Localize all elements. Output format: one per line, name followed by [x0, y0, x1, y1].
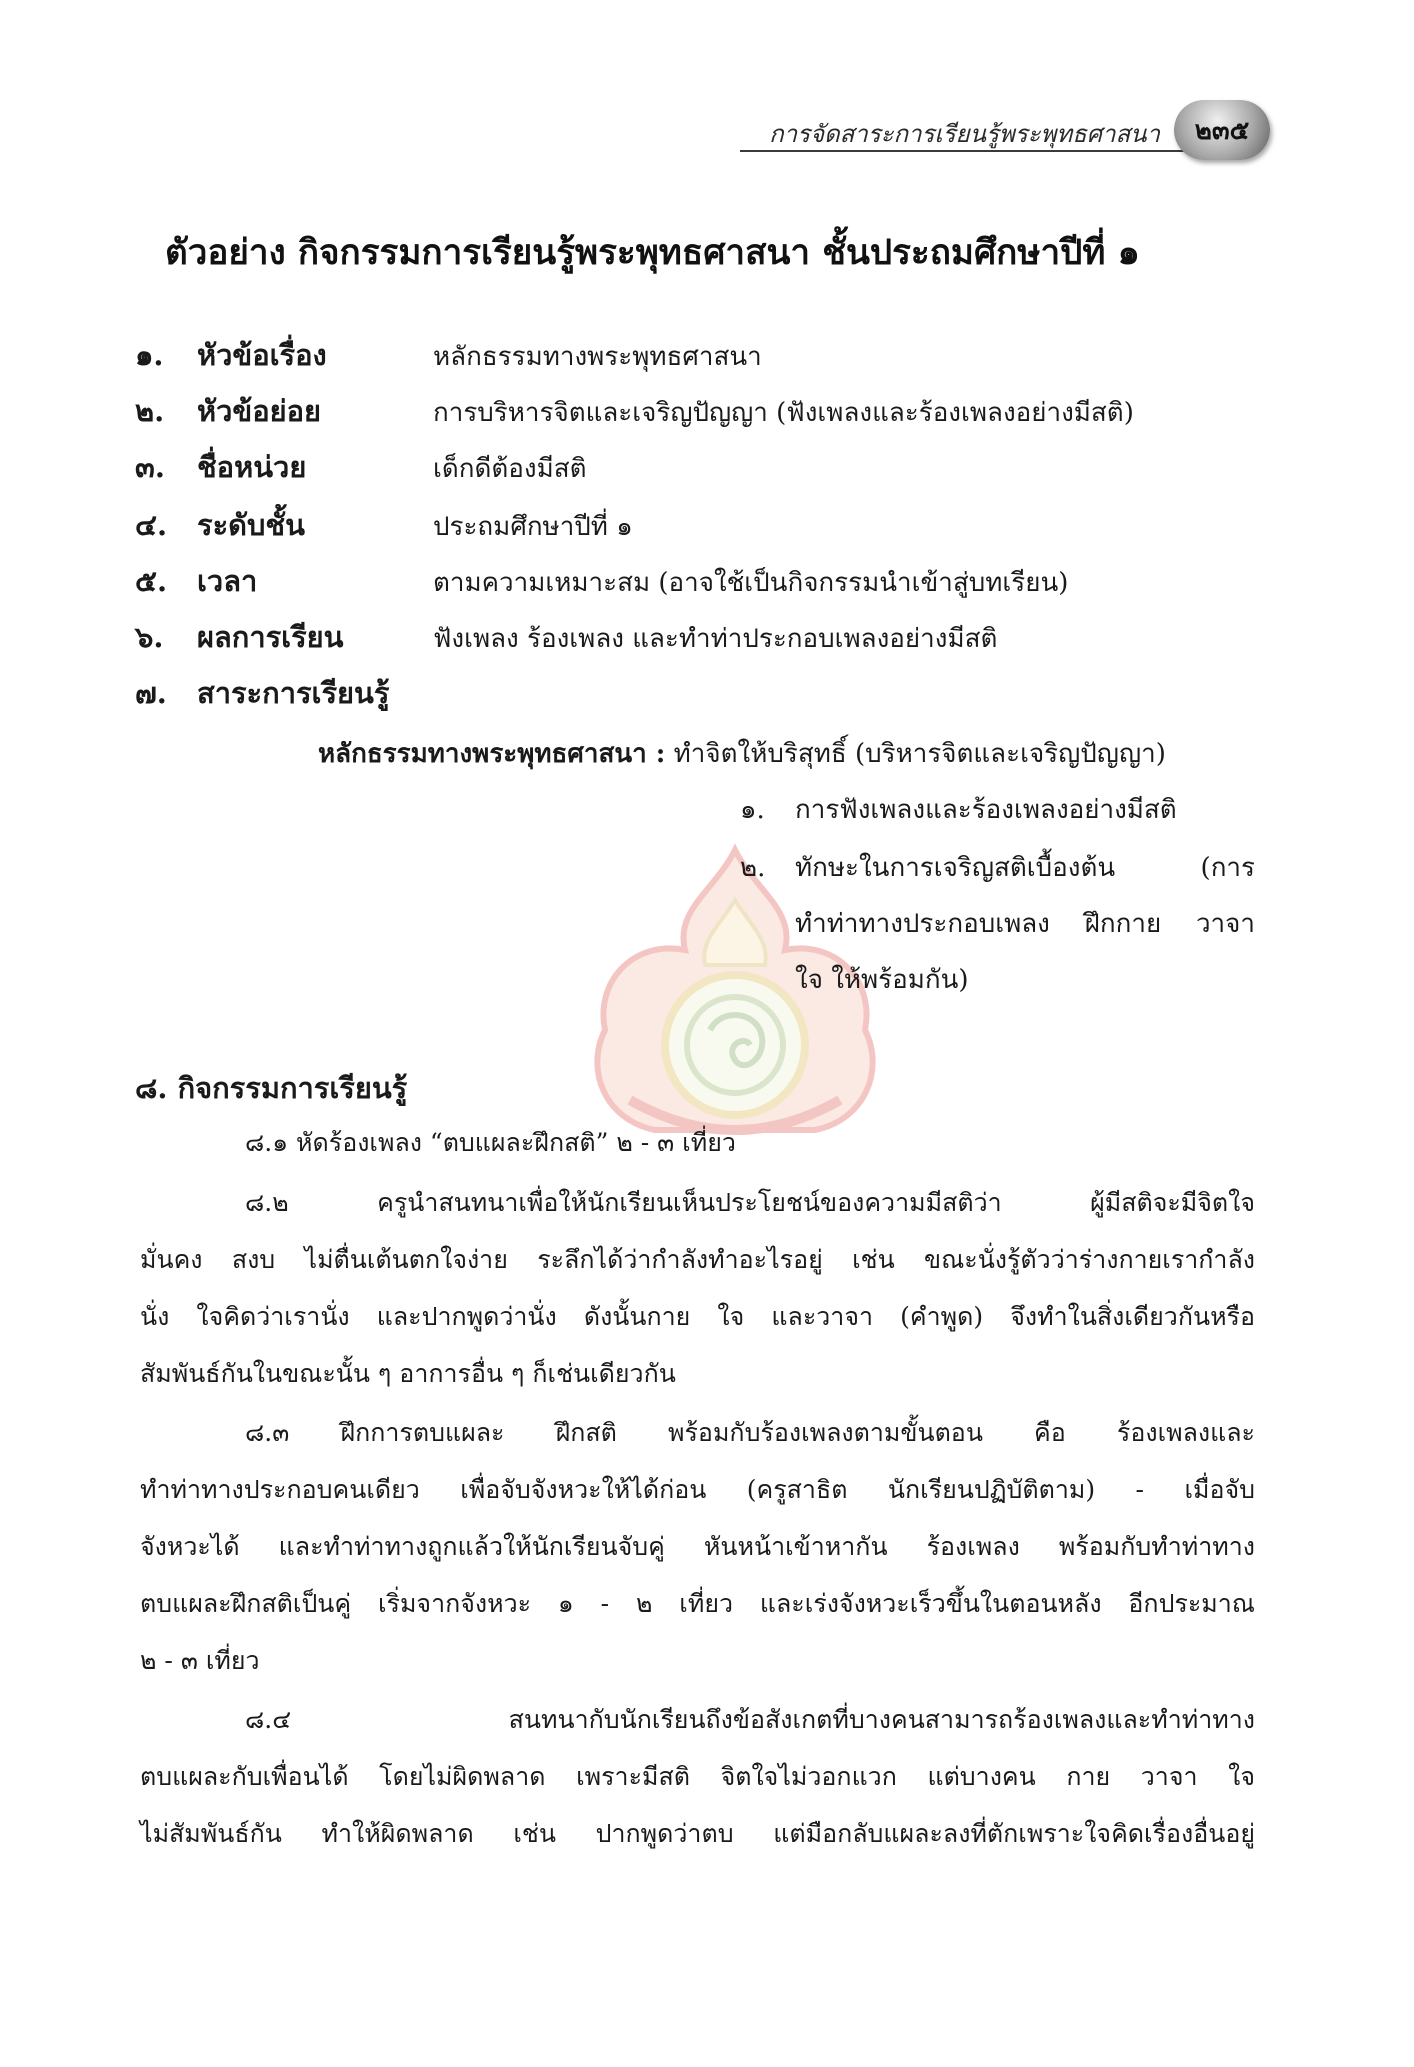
info-value: ตามความเหมาะสม (อาจใช้เป็นกิจกรรมนำเข้าสู่บทเรียน)	[433, 568, 1069, 598]
paragraph-line: ๒ - ๓ เที่ยว	[140, 1646, 260, 1675]
info-label: สาระการเรียนรู้	[197, 676, 390, 710]
info-number: ๓.	[135, 450, 165, 484]
info-label: ผลการเรียน	[197, 620, 344, 654]
info-row	[135, 614, 1295, 664]
content-item-line: ทักษะในการเจริญสติเบื้องต้น (การ	[795, 853, 1255, 883]
info-label: หัวข้อย่อย	[197, 394, 322, 428]
page-number-badge: ๒๓๕	[1174, 100, 1270, 160]
info-row	[135, 332, 1295, 382]
info-value: ฟังเพลง ร้องเพลง และทำท่าประกอบเพลงอย่างมีสติ	[433, 624, 998, 654]
info-number: ๖.	[135, 620, 164, 654]
info-label: ชื่อหน่วย	[197, 450, 307, 484]
paragraph-line: ตบแผละฝึกสติเป็นคู่ เริ่มจากจังหวะ ๑ - ๒ เที่ยว และเร่งจังหวะเร็วขึ้นในตอนหลัง อีกประมาณ	[140, 1589, 1255, 1618]
paragraph-line: ไม่สัมพันธ์กัน ทำให้ผิดพลาด เช่น ปากพูดว่าตบ แต่มือกลับแผละลงที่ตักเพราะใจคิดเรื่องอื่นอยู่	[140, 1819, 1255, 1848]
info-row	[135, 670, 1295, 720]
content-value: ทำจิตให้บริสุทธิ์ (บริหารจิตและเจริญปัญญา)	[673, 739, 1166, 769]
paragraph-line: ๘.๔ สนทนากับนักเรียนถึงข้อสังเกตที่บางคนสามารถร้องเพลงและทำท่าทาง	[245, 1705, 1255, 1734]
info-label: เวลา	[197, 564, 258, 598]
info-number: ๒.	[135, 394, 165, 428]
paragraph-line: ทำท่าทางประกอบคนเดียว เพื่อจับจังหวะให้ได้ก่อน (ครูสาธิต นักเรียนปฏิบัติตาม) - เมื่อจับ	[140, 1475, 1255, 1504]
content-item-line: การฟังเพลงและร้องเพลงอย่างมีสติ	[795, 795, 1177, 825]
paragraph-line: จังหวะได้ และทำท่าทางถูกแล้วให้นักเรียนจับคู่ หันหน้าเข้าหากัน ร้องเพลง พร้อมกับทำท่าทาง	[140, 1532, 1255, 1561]
info-label: หัวข้อเรื่อง	[197, 338, 327, 372]
content-item-number: ๑.	[740, 795, 765, 825]
info-label: ระดับชั้น	[197, 508, 305, 542]
paragraph-line: ตบแผละกับเพื่อนได้ โดยไม่ผิดพลาด เพราะมีสติ จิตใจไม่วอกแวก แต่บางคน กาย วาจา ใจ	[140, 1762, 1255, 1791]
running-title: การจัดสาระการเรียนรู้พระพุทธศาสนา	[769, 120, 1160, 148]
info-value: เด็กดีต้องมีสติ	[433, 454, 587, 484]
info-row	[135, 388, 1295, 438]
paragraph-line: ๘.๑ หัดร้องเพลง “ตบแผละฝึกสติ” ๒ - ๓ เที่ยว	[245, 1128, 736, 1157]
paragraph-line: สัมพันธ์กันในขณะนั้น ๆ อาการอื่น ๆ ก็เช่นเดียวกัน	[140, 1359, 676, 1388]
section-heading: ๘. กิจกรรมการเรียนรู้	[135, 1071, 408, 1105]
content-item-line: ทำท่าทางประกอบเพลง ฝึกกาย วาจา	[795, 909, 1255, 939]
paragraph-line: ๘.๓ ฝึกการตบแผละ ฝึกสติ พร้อมกับร้องเพลงตามขั้นตอน คือ ร้องเพลงและ	[245, 1418, 1255, 1447]
paragraph-line: มั่นคง สงบ ไม่ตื่นเต้นตกใจง่าย ระลึกได้ว่ากำลังทำอะไรอยู่ เช่น ขณะนั่งรู้ตัวว่าร่างกายเรากำลัง	[140, 1245, 1255, 1274]
info-row	[135, 502, 1295, 552]
info-number: ๕.	[135, 564, 168, 598]
header-rule	[740, 150, 1200, 152]
paragraph-line: นั่ง ใจคิดว่าเรานั่ง และปากพูดว่านั่ง ดังนั้นกาย ใจ และวาจา (คำพูด) จึงทำในสิ่งเดียวกันหรือ	[140, 1302, 1255, 1331]
info-value: ประถมศึกษาปีที่ ๑	[433, 512, 633, 542]
info-value: หลักธรรมทางพระพุทธศาสนา	[433, 342, 762, 372]
info-row	[135, 558, 1295, 608]
running-header	[740, 100, 1270, 170]
info-number: ๗.	[135, 676, 167, 710]
info-number: ๑.	[135, 338, 164, 372]
content-item-number: ๒.	[740, 853, 766, 883]
info-row	[135, 444, 1295, 494]
content-item-line: ใจ ให้พร้อมกัน)	[795, 965, 969, 995]
content-heading-line	[318, 733, 1166, 774]
document-title: ตัวอย่าง กิจกรรมการเรียนรู้พระพุทธศาสนา ชั้นประถมศึกษาปีที่ ๑	[165, 232, 1140, 273]
paragraph-line: ๘.๒ ครูนำสนทนาเพื่อให้นักเรียนเห็นประโยชน์ของความมีสติว่า ผู้มีสติจะมีจิตใจ	[245, 1188, 1255, 1217]
content-label: หลักธรรมทางพระพุทธศาสนา :	[318, 739, 666, 769]
info-value: การบริหารจิตและเจริญปัญญา (ฟังเพลงและร้องเพลงอย่างมีสติ)	[433, 398, 1134, 428]
info-number: ๔.	[135, 508, 168, 542]
